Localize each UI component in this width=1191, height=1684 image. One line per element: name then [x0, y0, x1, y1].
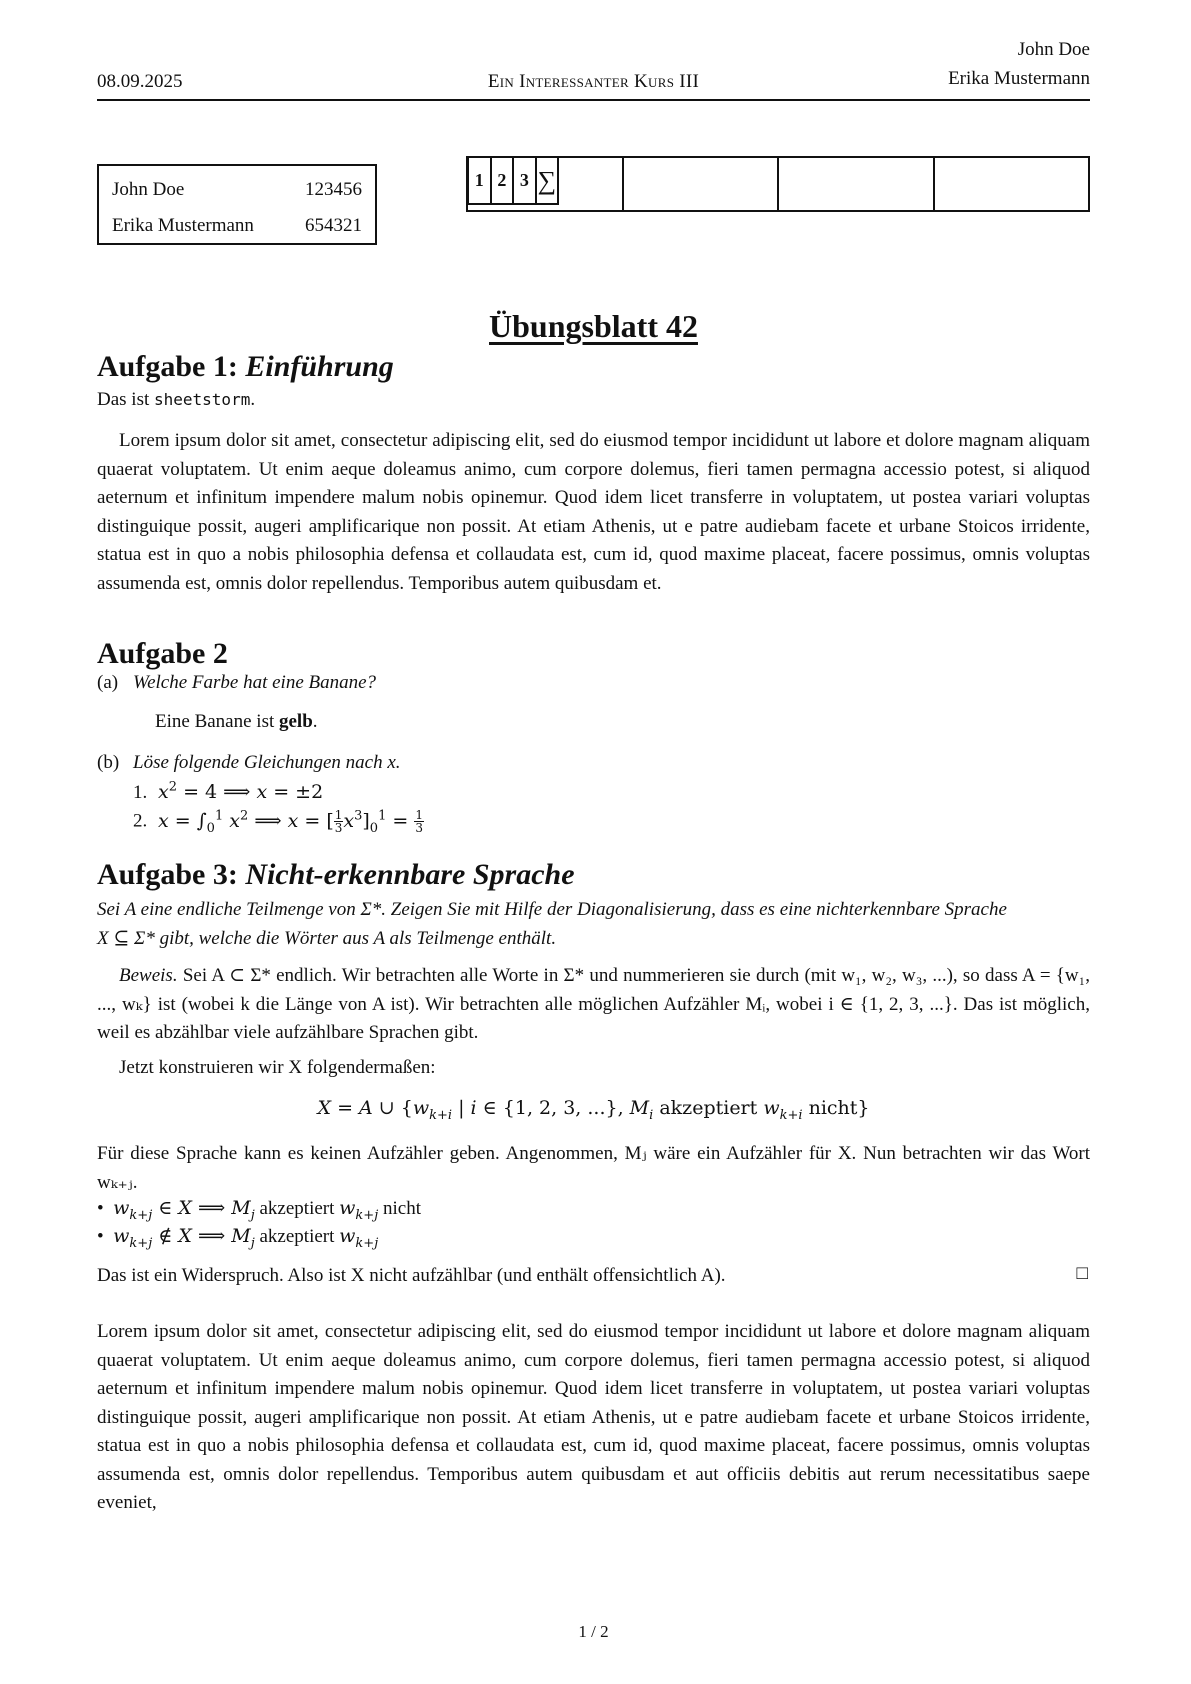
score-header-2: 2 — [491, 157, 514, 204]
equation-2: 2. $x = \int_0^1$ $x^2$ ⟹ x = [ $\frac{1}{3}$ $x^3]_0^1$ = $\frac{1}{3}$ — [133, 808, 424, 836]
score-header-sum: ∑ — [536, 157, 559, 204]
task1-intro-code: sheetstorm — [154, 390, 251, 409]
bullet-1-end: nicht — [382, 1198, 421, 1219]
answer-end: . — [312, 711, 318, 732]
task1-heading-title: Einführung — [245, 350, 394, 383]
student-box — [97, 164, 377, 245]
task3-heading-prefix: Aufgabe 3: — [97, 858, 246, 891]
task2-heading: Aufgabe 2 — [97, 637, 228, 670]
score-cell-sum — [934, 157, 1090, 211]
proof-label: Beweis. — [119, 965, 178, 986]
header-date: 08.09.2025 — [97, 71, 183, 92]
task1-intro-text: Das ist — [97, 389, 154, 410]
proof-bullet-2: • $w_{k+j}$ ∉ X ⟹ $M_j$ akzeptiert $w_{k+j}$ — [97, 1225, 379, 1251]
task3-heading — [97, 858, 575, 892]
task1-intro-end: . — [250, 389, 256, 410]
student-id: 123456 — [305, 179, 362, 200]
bullet-2-word: akzeptiert — [259, 1226, 335, 1247]
task1-heading — [97, 350, 394, 384]
score-header-3: 3 — [513, 157, 536, 204]
proof-bullet-1: • $w_{k+j}$ ∈ X ⟹ $M_j$ akzeptiert $w_{k+j}$ nicht — [97, 1197, 421, 1223]
score-table-header-row — [467, 156, 559, 205]
bullet-1-word: akzeptiert — [259, 1198, 335, 1219]
score-table-entry-row — [467, 157, 1089, 211]
score-cell-2 — [623, 157, 779, 211]
task2-part-a-question: Welche Farbe hat eine Banane? — [133, 672, 377, 693]
proof-display-equation: X = A ∪ {$w_{k+i}$ | i ∈ {1, 2, 3, ...}, $M_i$ akzeptiert $w_{k+i}$ nicht} — [317, 1097, 870, 1123]
score-header-1: 1 — [468, 157, 491, 204]
student-name: Erika Mustermann — [112, 215, 254, 236]
task2-part-a-label: (a) — [97, 672, 119, 693]
header-author-2: Erika Mustermann — [948, 68, 1090, 89]
student-id: 654321 — [305, 215, 362, 236]
task3-statement-line-1: Sei A eine endliche Teilmenge von Σ*. Zeigen Sie mit Hilfe der Diagonalisierung, dass es eine nichterkennbare Sprache — [97, 899, 1007, 920]
proof-conclusion: Das ist ein Widerspruch. Also ist X nicht aufzählbar (und enthält offensichtlich A). — [97, 1265, 726, 1286]
task2-part-b — [97, 752, 401, 774]
score-cell-3 — [778, 157, 934, 211]
task3-statement-line-2: X ⊆ Σ* gibt, welche die Wörter aus A als Teilmenge enthält. — [97, 927, 557, 949]
equation-1: 1. $x^2 = 4$ ⟹ x = ±2 — [133, 779, 324, 803]
equation-2-label: 2. — [133, 810, 148, 832]
answer-bold: gelb — [279, 711, 313, 732]
closing-paragraph: Lorem ipsum dolor sit amet, consectetur adipiscing elit, sed do eiusmod tempor incididunt ut labore et dolore magnam aliquam quaerat voluptatem. Ut enim aeque doleamus animo, cum corpore dolemus, fieri tamen permagna accessio potest, si aliquod aeternum et infinitum impendere malum nobis opinemur. Quod idem licet transferre in voluptatem, ut postea variari voluptas distinguique possit, augeri amplificarique non possit. At etiam Athenis, ut e patre audiebam facete et urbane Stoicos irridente, statua est in quo a nobis philosophia defensa et collaudata est, cum id, quod maxime placeat, facere possimus, omnis voluptas assumenda est, omnis dolor repellendus. Temporibus autem quibusdam et aut officiis debitis aut rerum necessitatibus saepe eveniet, — [97, 1321, 1090, 1513]
proof-paragraph-3: Für diese Sprache kann es keinen Aufzähler geben. Angenommen, Mⱼ wäre ein Aufzähler für X. Nun betrachten wir das Wort wₖ₊ⱼ. — [97, 1143, 1090, 1193]
answer-text: Eine Banane ist — [155, 711, 279, 732]
student-row — [112, 172, 362, 208]
header-author-1: John Doe — [1017, 39, 1090, 60]
task1-intro — [97, 386, 1090, 415]
header-authors — [948, 35, 1090, 93]
page-number: 1 / 2 — [578, 1622, 609, 1641]
header-course-title: Ein Interessanter Kurs III — [487, 71, 700, 92]
proof-paragraph-2: Jetzt konstruieren wir X folgendermaßen: — [119, 1057, 436, 1078]
proof-text-1: Sei A ⊂ Σ* endlich. Wir betrachten alle Worte in Σ* und nummerieren sie durch (mit w₁, w₂, w₃, ...), so dass A = {w₁, ..., wₖ} ist (wobei k die Länge von A ist). Wir betrachten alle möglichen Aufzähler Mᵢ, wobei i ∈ {1, 2, 3, ...}. Das ist möglich, weil es abzählbar viele aufzählbare Sprachen gibt. — [97, 965, 1090, 1043]
document-page — [97, 0, 1090, 1684]
task3-statement — [97, 896, 1090, 953]
task3-heading-title: Nicht-erkennbare Sprache — [245, 858, 575, 891]
task1-heading-prefix: Aufgabe 1: — [97, 350, 246, 383]
task2-part-a-answer — [155, 711, 318, 733]
page-header — [97, 36, 1090, 101]
equation-1-label: 1. — [133, 782, 148, 803]
proof-paragraph-1 — [97, 962, 1090, 1048]
task1-paragraph: Lorem ipsum dolor sit amet, consectetur adipiscing elit, sed do eiusmod tempor incididunt ut labore et dolore magnam aliquam quaerat voluptatem. Ut enim aeque doleamus animo, cum corpore dolemus, fieri tamen permagna accessio potest, si aliquod aeternum et infinitum impendere malum nobis opinemur. Quod idem licet transferre in voluptatem, ut postea variari voluptas distinguique possit, augeri amplificarique non possit. At etiam Athenis, ut e patre audiebam facete et urbane Stoicos irridente, statua est in quo a nobis philosophia defensa et collaudata est, cum id, quod maxime placeat, facere possimus, omnis voluptas assumenda est, omnis dolor repellendus. Temporibus autem quibusdam et. — [97, 430, 1090, 594]
task2-part-b-label: (b) — [97, 752, 120, 773]
student-row — [112, 208, 362, 244]
task2-part-b-question: Löse folgende Gleichungen nach x. — [133, 752, 401, 773]
task2-part-a — [97, 672, 376, 694]
student-name: John Doe — [112, 179, 185, 200]
sheet-title: Übungsblatt 42 — [489, 308, 698, 344]
qed-symbol: □ — [1076, 1263, 1088, 1284]
score-table — [466, 156, 1090, 212]
